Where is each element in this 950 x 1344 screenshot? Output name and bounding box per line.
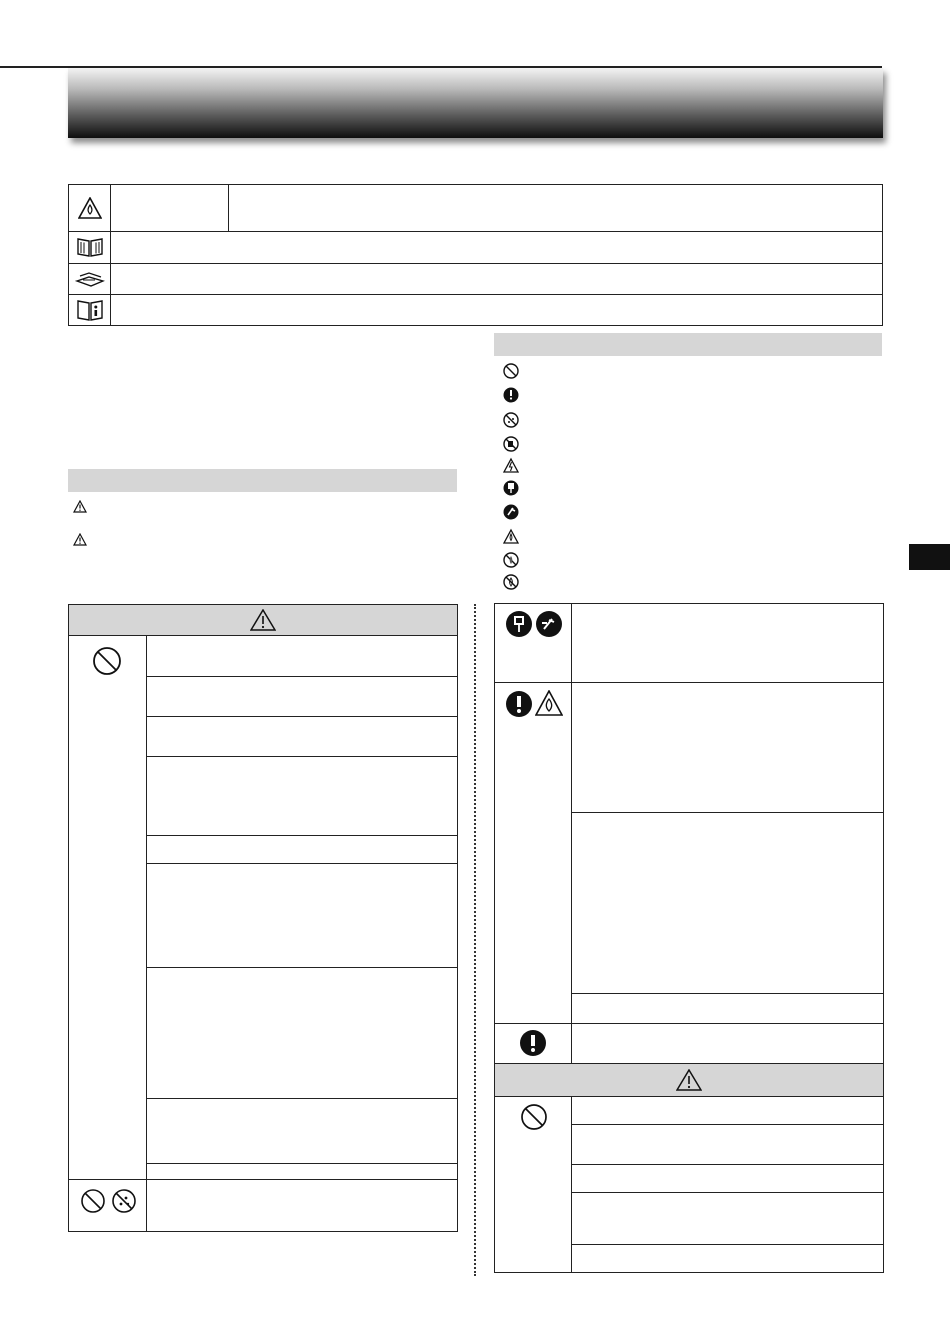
caution-triangle-icon <box>676 1069 702 1091</box>
row-divider <box>571 812 884 813</box>
legend-row-flammable <box>69 185 882 232</box>
caution-header <box>495 1064 883 1097</box>
row-divider <box>571 993 884 994</box>
section-side-tab <box>909 544 950 570</box>
warning-triangle-icon <box>72 498 88 514</box>
row-divider <box>146 716 458 717</box>
icon-column-divider <box>571 1096 572 1272</box>
prohibited-icon <box>79 1187 107 1220</box>
warning-table-right <box>494 603 884 1064</box>
legend-label-cell <box>110 185 229 231</box>
caution-triangle-icon <box>72 531 88 547</box>
row-divider <box>571 1124 884 1125</box>
legend-row-open-book <box>69 263 882 295</box>
symbol-legend-table <box>68 184 883 326</box>
signal-words-header <box>68 469 457 492</box>
flammable-warning-icon <box>69 185 111 231</box>
group-divider <box>495 682 884 683</box>
page-title-banner <box>68 68 883 138</box>
row-divider <box>146 756 458 757</box>
prohibited-icon <box>519 1102 549 1137</box>
unplug-icon <box>505 610 533 643</box>
mandatory-icon <box>504 388 519 403</box>
legend-row-info <box>69 294 882 325</box>
no-wet-hands-icon <box>504 437 518 451</box>
info-manual-icon <box>69 294 111 325</box>
earth-ground-icon <box>504 505 519 520</box>
caution-table-right <box>494 1063 884 1273</box>
group-divider <box>69 1179 458 1180</box>
row-divider <box>146 676 458 677</box>
no-water-icon <box>110 1187 138 1220</box>
row-divider <box>146 967 458 968</box>
row-divider <box>146 835 458 836</box>
warning-header <box>69 605 457 636</box>
no-flame-icon <box>504 575 518 589</box>
manual-book-icon <box>69 231 111 263</box>
column-separator <box>474 604 476 1276</box>
icon-column-divider <box>146 635 147 1231</box>
electric-hazard-icon <box>504 459 518 472</box>
earth-ground-icon <box>535 610 563 643</box>
prohibited-icon <box>91 645 123 682</box>
group-divider <box>495 1023 884 1024</box>
mandatory-icon <box>505 690 533 723</box>
no-water-icon <box>504 413 518 427</box>
row-divider <box>146 1163 458 1164</box>
symbol-list-header <box>494 333 882 356</box>
unplug-icon <box>504 481 519 496</box>
legend-row-manual <box>69 231 882 264</box>
symbol-list <box>500 361 522 591</box>
prohibited-icon <box>504 364 518 378</box>
row-divider <box>571 1192 884 1193</box>
mandatory-icon <box>519 1029 547 1062</box>
warning-triangle-icon <box>250 609 276 631</box>
icon-column-divider <box>571 604 572 1063</box>
row-divider <box>571 1244 884 1245</box>
warning-table-left <box>68 604 458 1232</box>
flammable-warning-icon <box>504 530 518 543</box>
no-fire-icon <box>504 553 518 567</box>
open-book-icon <box>69 263 111 294</box>
row-divider <box>571 1164 884 1165</box>
row-divider <box>146 1098 458 1099</box>
row-divider <box>146 863 458 864</box>
flammable-warning-icon <box>535 690 563 721</box>
